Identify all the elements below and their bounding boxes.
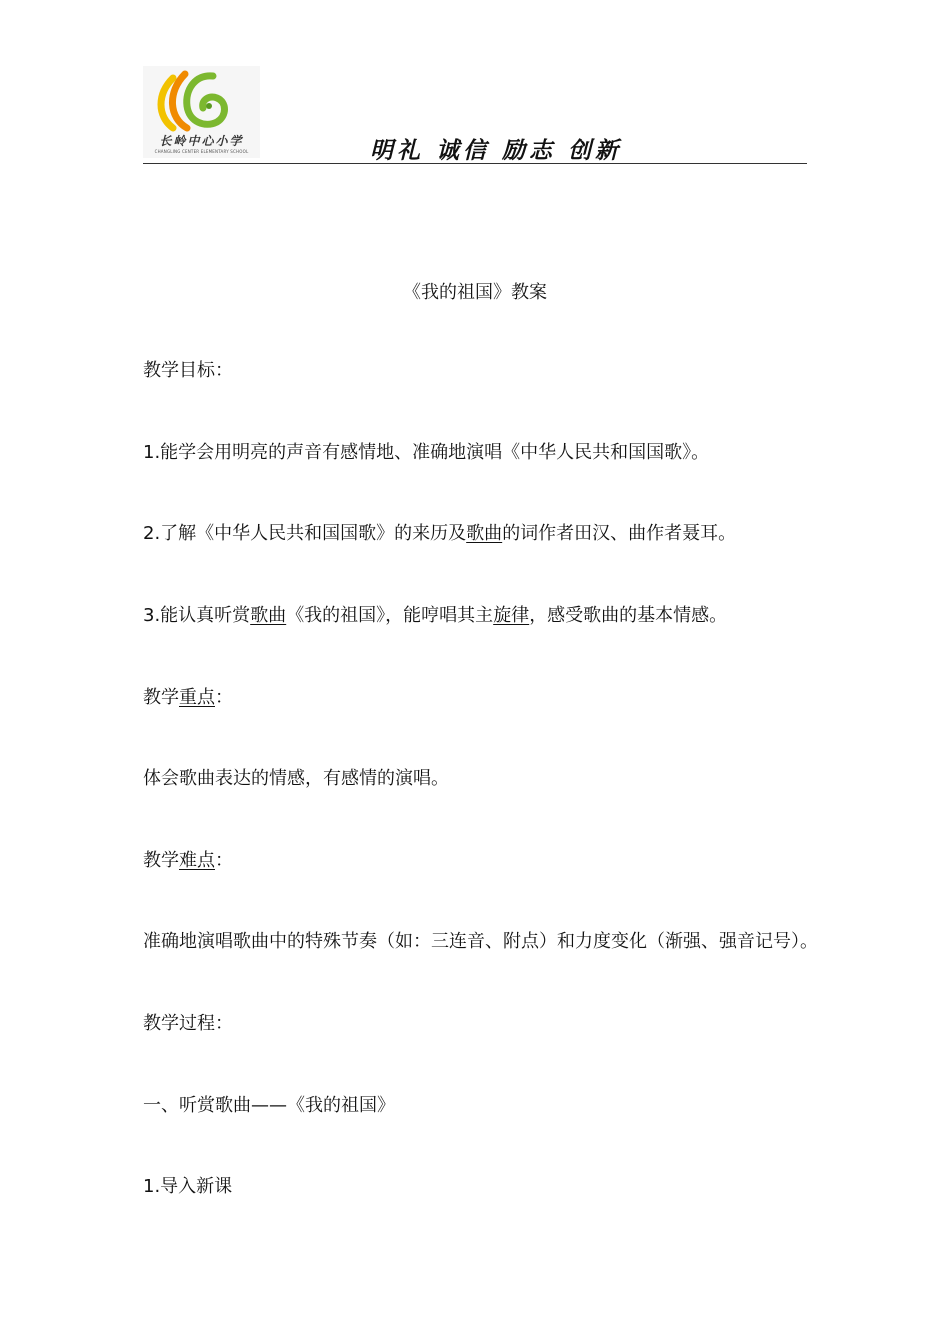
- objectives-heading: 教学目标：: [143, 360, 233, 381]
- key-points-text: 体会歌曲表达的情感，有感情的演唱。: [143, 768, 449, 789]
- document-header: [143, 66, 807, 166]
- key-points-heading: [143, 686, 233, 710]
- key-heading-text: 教学: [143, 687, 179, 708]
- key-heading-underlined: 重点: [179, 687, 215, 708]
- diff-heading-underlined: 难点: [179, 850, 215, 871]
- objective-2-text: 2.了解《中华人民共和国国歌》的来历及: [143, 523, 467, 544]
- difficulties-heading: [143, 849, 233, 873]
- school-name: 长岭中心小学: [159, 134, 244, 148]
- objective-3-underlined-1: 歌曲: [250, 605, 287, 626]
- objective-2-text-end: 的词作者田汉、曲作者聂耳。: [502, 523, 737, 544]
- objective-1: 1.能学会用明亮的声音有感情地、准确地演唱《中华人民共和国国歌》。: [143, 442, 710, 463]
- difficulties-text: 准确地演唱歌曲中的特殊节奏（如：三连音、附点）和力度变化（渐强、强音记号）。: [143, 931, 818, 952]
- diff-heading-colon: ：: [215, 850, 233, 871]
- objective-3-text-mid: 《我的祖国》，能哼唱其主: [286, 605, 494, 626]
- subsection-1-heading: 1.导入新课: [143, 1176, 233, 1197]
- objective-3: [143, 604, 727, 628]
- objective-2: [143, 522, 736, 546]
- objective-3-text: 3.能认真听赏: [143, 605, 251, 626]
- header-divider: [143, 163, 807, 164]
- key-heading-colon: ：: [215, 687, 233, 708]
- objective-3-underlined-2: 旋律: [493, 605, 530, 626]
- objective-2-underlined: 歌曲: [466, 523, 503, 544]
- process-heading: 教学过程：: [143, 1013, 233, 1034]
- diff-heading-text: 教学: [143, 850, 179, 871]
- school-name-english: CHANGLING CENTER ELEMENTARY SCHOOL: [154, 149, 249, 154]
- document-title: 《我的祖国》教案: [403, 282, 547, 303]
- school-motto: 明礼 诚信 励志 创新: [370, 137, 623, 164]
- school-logo: [143, 66, 260, 158]
- section-1-heading: 一、听赏歌曲——《我的祖国》: [143, 1095, 395, 1116]
- objective-3-text-end: ，感受歌曲的基本情感。: [529, 605, 728, 626]
